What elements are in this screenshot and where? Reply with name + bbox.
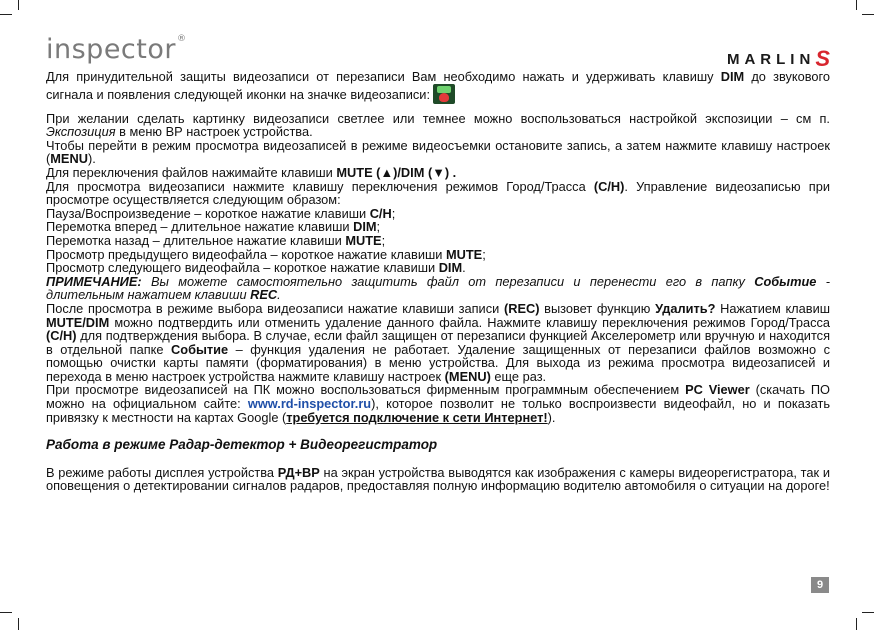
marlin-logo — [727, 44, 830, 70]
paragraph-pc-viewer — [46, 383, 830, 424]
text: В режиме работы дисплея устройства — [46, 464, 278, 480]
text: – функция удаления не работает. Удаление защищенных от перезаписи файлов возможно с помощью очистки карты памяти (форматирования) в меню устройства. Для выхода из режима просмотра видеозаписей и перехода в меню настроек устройства нажмите клавишу настроек — [46, 341, 830, 384]
crop-mark-bottom-left-v — [18, 618, 19, 630]
text: ; — [482, 246, 486, 262]
key-menu: MENU — [50, 151, 88, 167]
inspector-logo — [46, 34, 186, 65]
list-item — [46, 234, 830, 248]
list-item — [46, 207, 830, 221]
key-dim: DIM — [438, 260, 463, 276]
inspector-logo-text: inspector — [46, 34, 176, 65]
crop-mark-top-right-h — [862, 14, 874, 15]
crop-mark-top-left-h — [0, 14, 12, 15]
text: Перемотка назад – длительное нажатие клавиши — [46, 232, 346, 248]
crop-mark-bottom-right-h — [862, 612, 874, 613]
paragraph-view-control — [46, 180, 830, 207]
list-item — [46, 261, 830, 275]
marlin-logo-text: MARLIN — [726, 51, 816, 68]
text: Для переключения файлов нажимайте клавиши — [46, 164, 337, 180]
text: . — [277, 287, 281, 303]
text: для подтверждения выбора. В случае, если файл защищен от перезаписи функцией Акселерометр или вручную и находится в отдельной папке — [46, 328, 830, 357]
key-dim: DIM — [353, 219, 377, 235]
paragraph-exposure — [46, 112, 830, 139]
keys-mute-dim: MUTE/DIM — [46, 314, 110, 330]
text: . — [462, 260, 466, 276]
text: можно подтвердить или отменить удаление данного файла. Нажмите клавишу переключения режимов Город/Трасса — [109, 314, 830, 330]
text: ; — [376, 219, 381, 235]
folder-event: Событие — [171, 341, 229, 357]
key-dim: DIM — [720, 69, 745, 84]
text: ). — [547, 409, 556, 425]
note-label: ПРИМЕЧАНИЕ: — [46, 273, 142, 289]
key-mute: MUTE — [445, 246, 483, 262]
text: Нажатием клавиш — [715, 300, 830, 316]
exposure-term: Экспозиция — [46, 124, 116, 140]
text: При желании сделать картинку видеозаписи светлее или темнее можно воспользоваться настройкой экспозиции – см п. — [46, 110, 830, 126]
key-menu: (MENU) — [444, 368, 491, 384]
marlin-logo-s: S — [815, 46, 830, 71]
key-rec: REC — [250, 287, 278, 303]
crop-mark-bottom-left-h — [0, 612, 12, 613]
crop-mark-bottom-right-v — [856, 618, 857, 630]
section-title: Работа в режиме Радар-детектор + Видеорегистратор — [46, 437, 438, 453]
camera-heart-icon — [433, 84, 455, 104]
text: Пауза/Воспроизведение – короткое нажатие клавиши — [46, 205, 370, 221]
paragraph-note — [46, 275, 830, 302]
key-ch: C/H — [369, 205, 392, 221]
website-link[interactable]: www.rd-inspector.ru — [247, 396, 372, 412]
text: ; — [381, 232, 386, 248]
crop-mark-top-left-v — [18, 0, 19, 10]
page-number-badge: 9 — [811, 577, 829, 593]
text: Просмотр следующего видеофайла – короткое нажатие клавиши — [46, 260, 439, 276]
text: При просмотре видеозаписей на ПК можно воспользоваться фирменным программным обеспечением — [46, 382, 686, 398]
key-ch: (C/H) — [46, 328, 77, 344]
text: Чтобы перейти в режим просмотра видеозаписей в режиме видеосъемки остановите запись, а затем нажмите клавишу настроек ( — [46, 137, 830, 167]
text: до звукового сигнала и появления следующей иконки на значке видеозаписи: — [46, 69, 830, 102]
text: (скачать ПО можно на официальном сайте: — [46, 382, 831, 412]
internet-required-note: требуется подключение к сети Интернет! — [286, 409, 548, 425]
list-item — [46, 220, 830, 234]
function-delete: Удалить? — [655, 300, 716, 316]
keys-mute-dim: MUTE (▲)/DIM (▼) . — [336, 164, 457, 180]
paragraph-switch-files — [46, 166, 830, 180]
manual-text — [46, 70, 830, 493]
text: Вы можете самостоятельно защитить файл от перезаписи и перенести его в папку — [141, 273, 755, 289]
key-ch: (C/H) — [593, 178, 625, 194]
key-mute: MUTE — [345, 232, 382, 248]
mode-rd-vr: РД+ВР — [277, 464, 320, 480]
text: вызовет функцию — [539, 300, 656, 316]
pc-viewer-name: PC Viewer — [685, 382, 750, 398]
text: Просмотр предыдущего видеофайла – короткое нажатие клавиши — [46, 246, 446, 262]
text: ; — [391, 205, 396, 221]
text: Перемотка вперед – длительное нажатие клавиши — [46, 219, 354, 235]
text: - длительным нажатием клавиши — [46, 273, 831, 303]
list-item — [46, 248, 830, 262]
paragraph-radar-mode — [46, 466, 830, 493]
registered-mark: ® — [176, 34, 187, 44]
paragraph-delete — [46, 302, 830, 384]
key-rec: (REC) — [503, 300, 540, 316]
text: После просмотра в режиме выбора видеозаписи нажатие клавиши записи — [46, 300, 504, 316]
text: в меню ВР настроек устройства. — [115, 124, 313, 140]
paragraph-protect — [46, 70, 830, 104]
folder-event: Событие — [754, 273, 817, 289]
text: Для принудительной защиты видеозаписи от перезаписи Вам необходимо нажать и удерживать клавишу — [46, 69, 721, 84]
text: еще раз. — [490, 368, 547, 384]
paragraph-playback-mode — [46, 139, 830, 166]
text: . Управление видеозаписью при просмотре осуществляется следующим образом: — [46, 178, 830, 208]
crop-mark-top-right-v — [856, 0, 857, 10]
text: на экран устройства выводятся как изображения с камеры видеорегистратора, так и оповещения о детектировании сигналов радаров, предоставляя полную информацию водителю автомобиля о ситуации на дороге! — [46, 464, 830, 494]
text: ), которое позволит не только воспроизвести видеофайл, но и показать привязку к местности на картах Google ( — [46, 396, 830, 425]
text: Для просмотра видеозаписи нажмите клавишу переключения режимов Город/Трасса — [46, 178, 594, 194]
text: ). — [87, 151, 96, 167]
